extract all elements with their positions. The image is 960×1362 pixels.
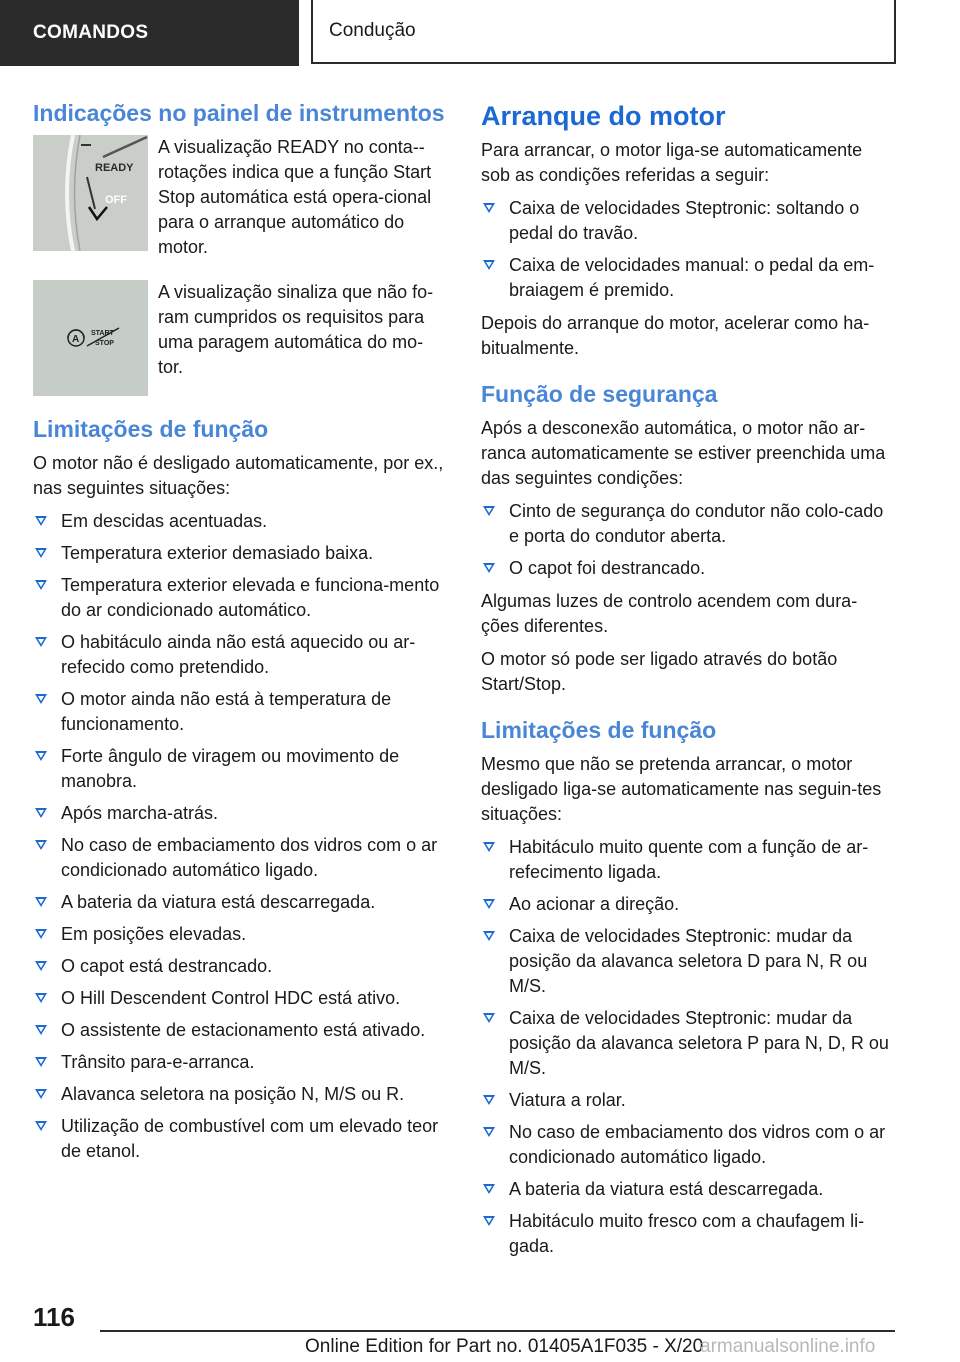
triangle-bullet-icon: [483, 563, 495, 573]
seguranca-botao: O motor só pode ser ligado através do botão Start/Stop.: [481, 649, 838, 694]
ready-gauge-image: [33, 135, 148, 251]
list-item: Temperatura exterior demasiado baixa.: [33, 541, 448, 566]
list-item: O Hill Descendent Control HDC está ativo.: [33, 986, 448, 1011]
list-item: A bateria da viatura está descarregada.: [33, 890, 448, 915]
seguranca-intro: Após a desconexão automática, o motor não ar-ranca automaticamente se estiver preenchida uma das seguintes condições:: [481, 418, 886, 488]
list-item: Temperatura exterior elevada e funciona-mento do ar condicionado automático.: [33, 573, 448, 623]
list-item: Caixa de velocidades Steptronic: mudar da posição da alavanca seletora D para N, R ou M/S.: [481, 924, 895, 999]
triangle-bullet-icon: [35, 580, 47, 590]
limitacoes-intro: O motor não é desligado automaticamente, por ex., nas seguintes situações:: [33, 453, 444, 498]
list-item: O assistente de estacionamento está ativado.: [33, 1018, 448, 1043]
figure-row-startstop: [33, 280, 448, 396]
triangle-bullet-icon: [35, 1121, 47, 1131]
triangle-bullet-icon: [483, 203, 495, 213]
list-item: Utilização de combustível com um elevado teor de etanol.: [33, 1114, 448, 1164]
seguranca-list: [481, 499, 895, 581]
list-item: Após marcha-atrás.: [33, 801, 448, 826]
list-item: Forte ângulo de viragem ou movimento de manobra.: [33, 744, 448, 794]
list-item: A bateria da viatura está descarregada.: [481, 1177, 895, 1202]
list-item: Habitáculo muito fresco com a chaufagem li-gada.: [481, 1209, 895, 1259]
limitacoes-list: [33, 509, 448, 1164]
triangle-bullet-icon: [35, 929, 47, 939]
triangle-bullet-icon: [483, 842, 495, 852]
list-item: Alavanca seletora na posição N, M/S ou R.: [33, 1082, 448, 1107]
list-item: Cinto de segurança do condutor não colo-cado e porta do condutor aberta.: [481, 499, 895, 549]
triangle-bullet-icon: [483, 1095, 495, 1105]
list-item: Trânsito para-e-arranca.: [33, 1050, 448, 1075]
watermark: armanualsonline.info: [700, 1336, 876, 1357]
list-item: O motor ainda não está à temperatura de funcionamento.: [33, 687, 448, 737]
list-item: Habitáculo muito quente com a função de ar-refecimento ligada.: [481, 835, 895, 885]
list-item: Em posições elevadas.: [33, 922, 448, 947]
heading-indicacoes: Indicações no painel de instrumentos: [33, 100, 445, 126]
triangle-bullet-icon: [483, 899, 495, 909]
triangle-bullet-icon: [35, 1089, 47, 1099]
triangle-bullet-icon: [35, 961, 47, 971]
arranque-after: Depois do arranque do motor, acelerar como ha-bitualmente.: [481, 313, 870, 358]
triangle-bullet-icon: [483, 1216, 495, 1226]
edition-note: Online Edition for Part no. 01405A1F035 - X/20: [305, 1336, 704, 1357]
triangle-bullet-icon: [483, 506, 495, 516]
startstop-indicator-image: [33, 280, 148, 396]
triangle-bullet-icon: [35, 1025, 47, 1035]
triangle-bullet-icon: [483, 260, 495, 270]
heading-limitacoes-right: Limitações de função: [481, 717, 717, 743]
list-item: Caixa de velocidades Steptronic: mudar da posição da alavanca seletora P para N, D, R ou M/S.: [481, 1006, 895, 1081]
ready-description: A visualização READY no conta--rotações indica que a função Start Stop automática está opera-cional para o arranque automático do motor.: [158, 137, 432, 257]
triangle-bullet-icon: [35, 840, 47, 850]
triangle-bullet-icon: [483, 1127, 495, 1137]
triangle-bullet-icon: [35, 1057, 47, 1067]
triangle-bullet-icon: [483, 1184, 495, 1194]
seguranca-luzes: Algumas luzes de controlo acendem com dura-ções diferentes.: [481, 591, 858, 636]
arranque-list: [481, 196, 895, 303]
triangle-bullet-icon: [35, 637, 47, 647]
list-item: O habitáculo ainda não está aquecido ou ar-refecido como pretendido.: [33, 630, 448, 680]
heading-seguranca: Função de segurança: [481, 381, 718, 407]
triangle-bullet-icon: [35, 751, 47, 761]
section-tab: COMANDOS: [0, 0, 299, 66]
ready-label: READY: [95, 162, 134, 174]
footer-divider: [100, 1330, 895, 1332]
triangle-bullet-icon: [35, 993, 47, 1003]
triangle-bullet-icon: [483, 931, 495, 941]
triangle-bullet-icon: [35, 516, 47, 526]
triangle-bullet-icon: [35, 808, 47, 818]
list-item: Caixa de velocidades manual: o pedal da em-braiagem é premido.: [481, 253, 895, 303]
page-header: [0, 0, 960, 66]
page-footer: [0, 1290, 960, 1362]
heading-limitacoes: Limitações de função: [33, 416, 269, 442]
figure-row-ready: [33, 135, 448, 260]
off-label: OFF: [105, 194, 127, 206]
startstop-letter: A: [72, 334, 80, 345]
list-item: Em descidas acentuadas.: [33, 509, 448, 534]
triangle-bullet-icon: [483, 1013, 495, 1023]
list-item: Viatura a rolar.: [481, 1088, 895, 1113]
list-item: No caso de embaciamento dos vidros com o ar condicionado automático ligado.: [481, 1120, 895, 1170]
left-column: [33, 100, 448, 1172]
list-item: O capot foi destrancado.: [481, 556, 895, 581]
list-item: No caso de embaciamento dos vidros com o ar condicionado automático ligado.: [33, 833, 448, 883]
list-item: Caixa de velocidades Steptronic: soltando o pedal do travão.: [481, 196, 895, 246]
page-number: 116: [33, 1302, 75, 1332]
list-item: O capot está destrancado.: [33, 954, 448, 979]
chapter-tab: Condução: [311, 0, 896, 64]
startstop-description: A visualização sinaliza que não fo-ram cumpridos os requisitos para uma paragem automática do mo-tor.: [158, 282, 434, 377]
limitacoes-right-list: [481, 835, 895, 1259]
triangle-bullet-icon: [35, 548, 47, 558]
limitacoes-right-intro: Mesmo que não se pretenda arrancar, o motor desligado liga-se automaticamente nas seguin-tes situações:: [481, 754, 882, 824]
right-column: [481, 100, 895, 1267]
heading-arranque: Arranque do motor: [481, 101, 726, 131]
arranque-intro: Para arrancar, o motor liga-se automaticamente sob as condições referidas a seguir:: [481, 140, 863, 185]
triangle-bullet-icon: [35, 897, 47, 907]
triangle-bullet-icon: [35, 694, 47, 704]
start-label: START: [91, 330, 114, 337]
list-item: Ao acionar a direção.: [481, 892, 895, 917]
stop-label: STOP: [95, 340, 114, 347]
